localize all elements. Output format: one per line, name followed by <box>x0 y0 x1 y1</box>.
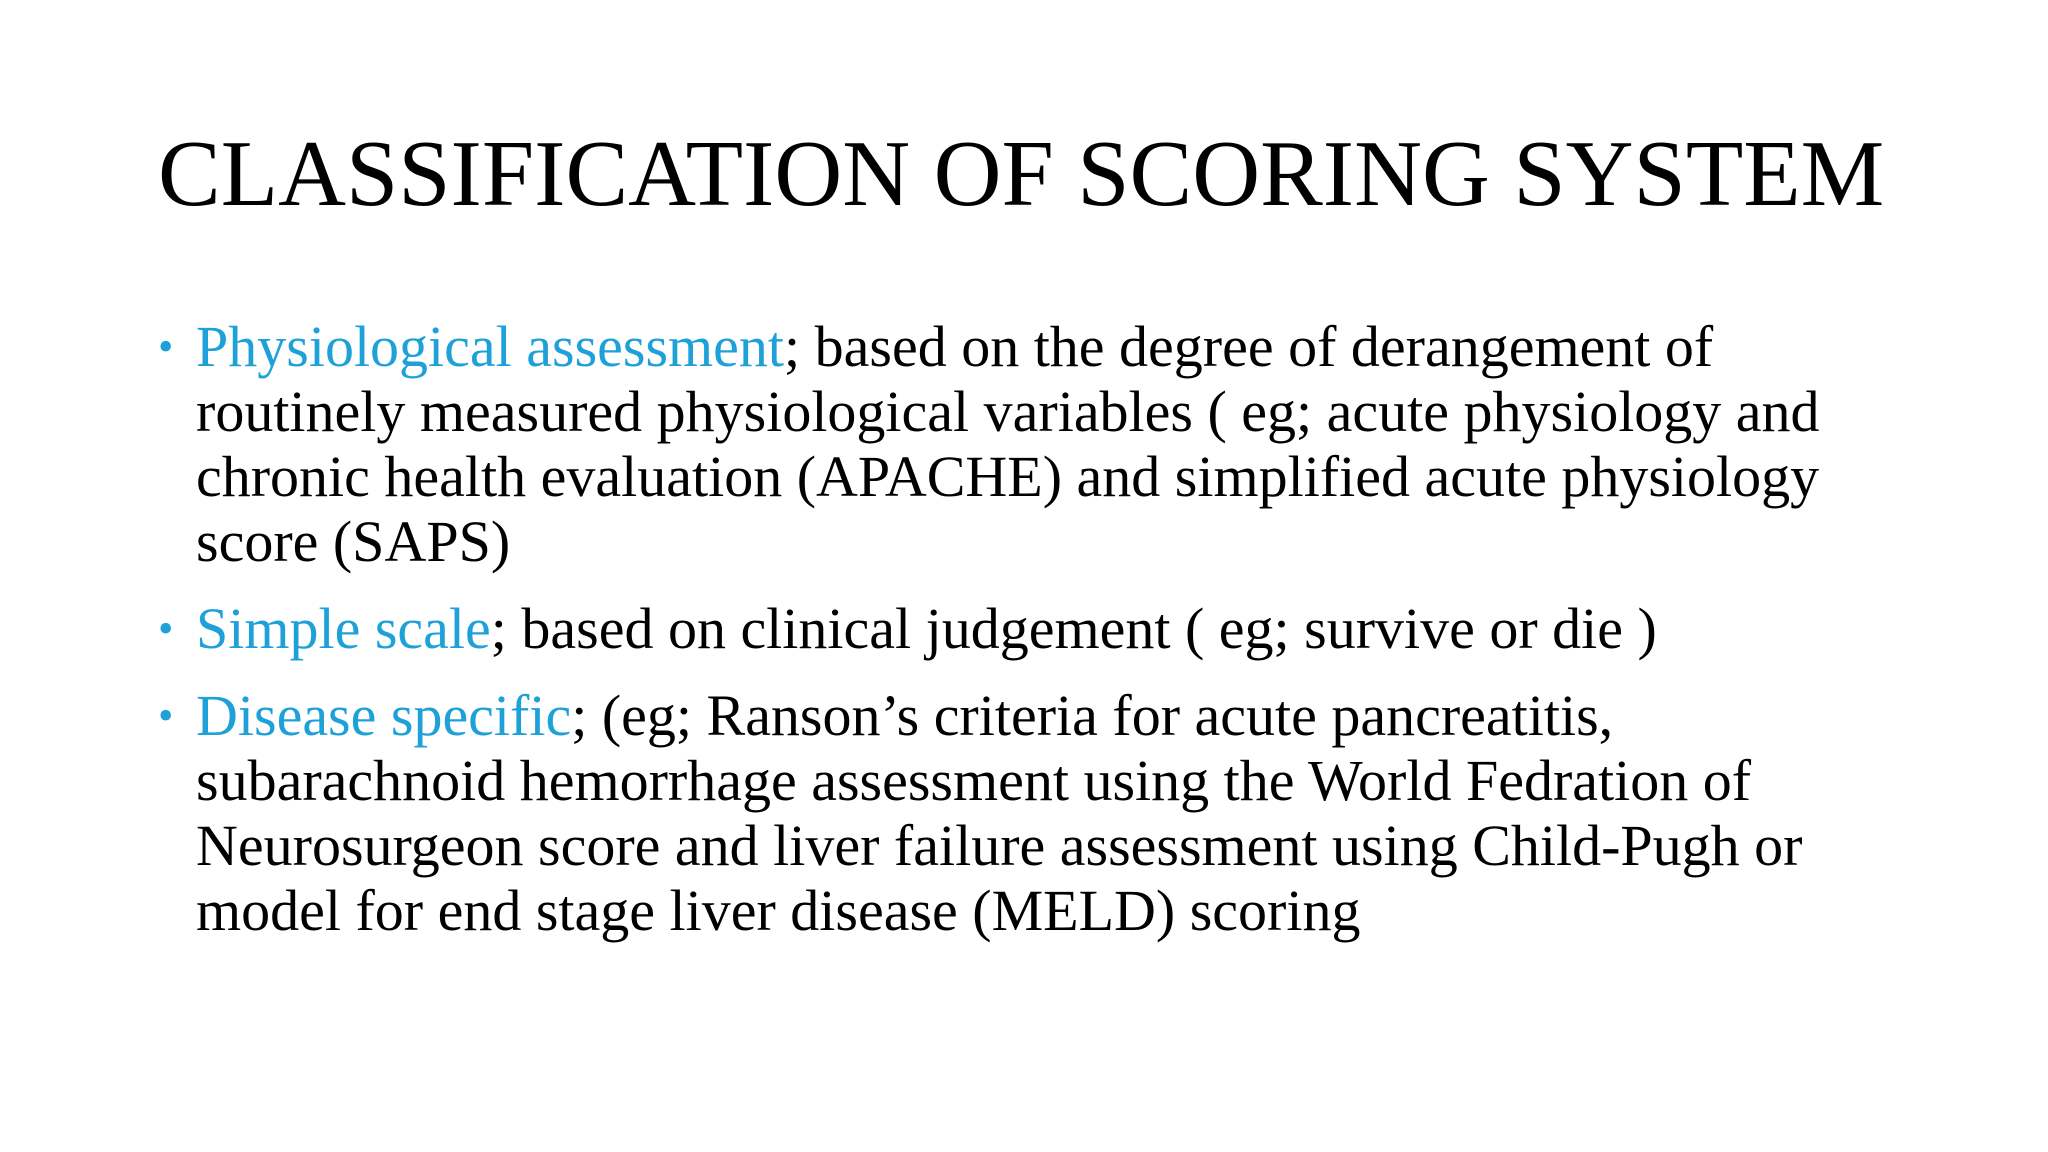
bullet-term: Physiological assessment <box>196 314 785 379</box>
bullet-list <box>158 314 1918 965</box>
bullet-text: ; (eg; Ranson’s criteria for acute pancreatitis, subarachnoid hemorrhage assessment using the World Fedration of Neurosurgeon score and liver failure assessment using Child-Pugh or model for end stage liver disease (MELD) scoring <box>196 683 1803 943</box>
bullet-text: ; based on the degree of derangement of routinely measured physiological variables ( eg; acute physiology and chronic health evaluation (APACHE) and simplified acute physiology score (SAPS) <box>196 314 1820 574</box>
bullet-dot-icon: • <box>158 322 174 371</box>
bullet-item-physiological-assessment <box>158 314 1918 574</box>
bullet-dot-icon: • <box>158 691 174 740</box>
bullet-term: Simple scale <box>196 596 491 661</box>
bullet-dot-icon: • <box>158 604 174 653</box>
bullet-item-disease-specific <box>158 683 1918 943</box>
bullet-term: Disease specific <box>196 683 572 748</box>
slide-title: CLASSIFICATION OF SCORING SYSTEM <box>158 122 1885 226</box>
bullet-text: ; based on clinical judgement ( eg; survive or die ) <box>490 596 1657 661</box>
bullet-item-simple-scale <box>158 596 1918 661</box>
